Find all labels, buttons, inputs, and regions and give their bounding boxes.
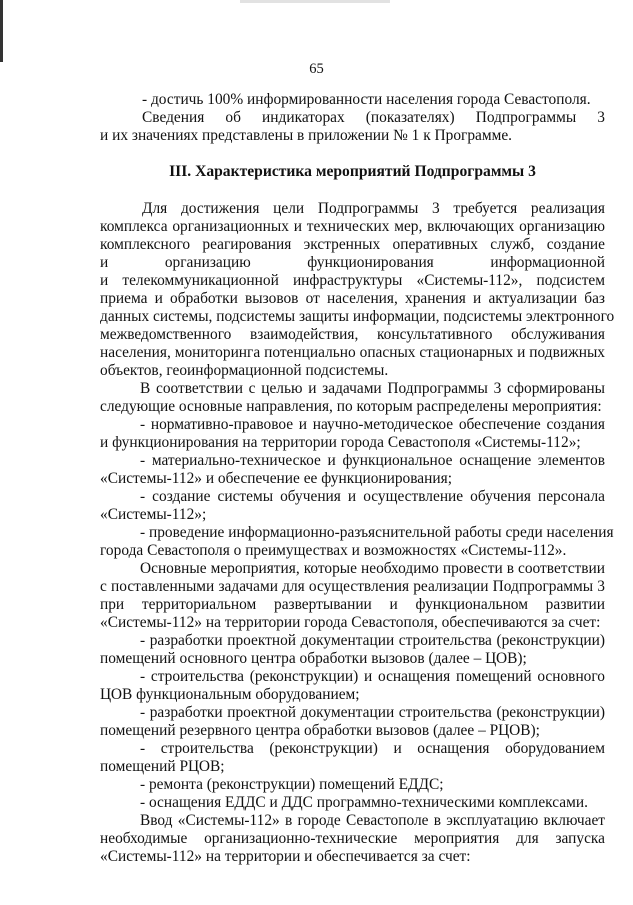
text-line: комплекса организационных и технических мер, включающих организацию [100, 218, 605, 235]
document-body [100, 91, 615, 866]
text-line: - нормативно-правовое и научно-методическое обеспечение создания [140, 416, 605, 433]
text-line: с поставленными задачами для осуществления реализации Подпрограммы 3 [100, 578, 605, 595]
text-line: помещений основного центра обработки вызовов (далее – ЦОВ); [100, 650, 527, 667]
text-line: - разработки проектной документации строительства (реконструкции) [140, 632, 605, 649]
intro-paragraphs [100, 91, 605, 145]
scan-edge-mark [0, 0, 3, 62]
text-line: - оснащения ЕДДС и ДДС программно-техническими комплексами. [140, 794, 588, 811]
text-line: приема и обработки вызовов от населения, хранения и актуализации баз [100, 290, 605, 307]
text-line: «Системы-112» и обеспечение ее функционирования; [100, 470, 452, 487]
text-line: комплексного реагирования экстренных оперативных служб, создание [100, 236, 605, 253]
text-line: межведомственного взаимодействия, консультативного обслуживания [100, 326, 605, 343]
text-line: Сведения об индикаторах (показателях) Подпрограммы 3 [142, 109, 605, 126]
text-line: - ремонта (реконструкции) помещений ЕДДС; [140, 776, 444, 793]
text-line: и организацию функционирования информационной [100, 254, 605, 271]
text-line: Для достижения цели Подпрограммы 3 требуется реализация [142, 200, 605, 217]
text-line: и их значениях представлены в приложении № 1 к Программе. [100, 127, 513, 144]
section-body [100, 200, 615, 866]
page-number: 65 [309, 61, 324, 77]
text-line: помещений резервного центра обработки вызовов (далее – РЦОВ); [100, 722, 540, 739]
text-line: и телекоммуникационной инфраструктуры «Системы-112», подсистем [100, 272, 605, 289]
text-line: следующие основные направления, по которым распределены мероприятия: [100, 398, 602, 415]
text-line: «Системы-112» на территории города Севастополя, обеспечиваются за счет: [100, 614, 601, 631]
text-line: данных системы, подсистемы защиты информации, подсистемы электронного [100, 308, 615, 325]
text-line: города Севастополя о преимуществах и возможностях «Системы-112». [100, 542, 567, 559]
text-line: помещений РЦОВ; [100, 758, 225, 775]
text-line: - создание системы обучения и осуществление обучения персонала [140, 488, 605, 505]
text-line: - проведение информационно-разъяснительной работы среди населения [140, 524, 614, 541]
text-line: «Системы-112» на территории и обеспечивается за счет: [100, 848, 471, 865]
text-line: - строительства (реконструкции) и оснащения оборудованием [140, 740, 605, 757]
section-heading: III. Характеристика мероприятий Подпрограммы 3 [169, 163, 536, 180]
text-line: - строительства (реконструкции) и оснащения помещений основного [140, 668, 605, 685]
text-line: при территориальном развертывании и функциональном развитии [100, 596, 605, 613]
text-line: Ввод «Системы-112» в городе Севастополе в эксплуатацию включает [140, 812, 605, 829]
text-line: - разработки проектной документации строительства (реконструкции) [140, 704, 605, 721]
text-line: «Системы-112»; [100, 506, 207, 523]
text-line: В соответствии с целью и задачами Подпрограммы 3 сформированы [140, 380, 605, 397]
text-line: - материально-техническое и функциональное оснащение элементов [140, 452, 605, 469]
text-line: - достичь 100% информированности населения города Севастополя. [142, 91, 591, 108]
text-line: Основные мероприятия, которые необходимо провести в соответствии [140, 560, 605, 577]
text-line: ЦОВ функциональным оборудованием; [100, 686, 360, 703]
text-line: объектов, геоинформационной подсистемы. [100, 362, 389, 379]
scan-top-artifact [240, 0, 390, 3]
text-line: и функционирования на территории города Севастополя «Системы-112»; [100, 434, 581, 451]
text-line: населения, мониторинга потенциально опасных стационарных и подвижных [100, 344, 605, 361]
text-line: необходимые организационно-технические мероприятия для запуска [100, 830, 605, 847]
